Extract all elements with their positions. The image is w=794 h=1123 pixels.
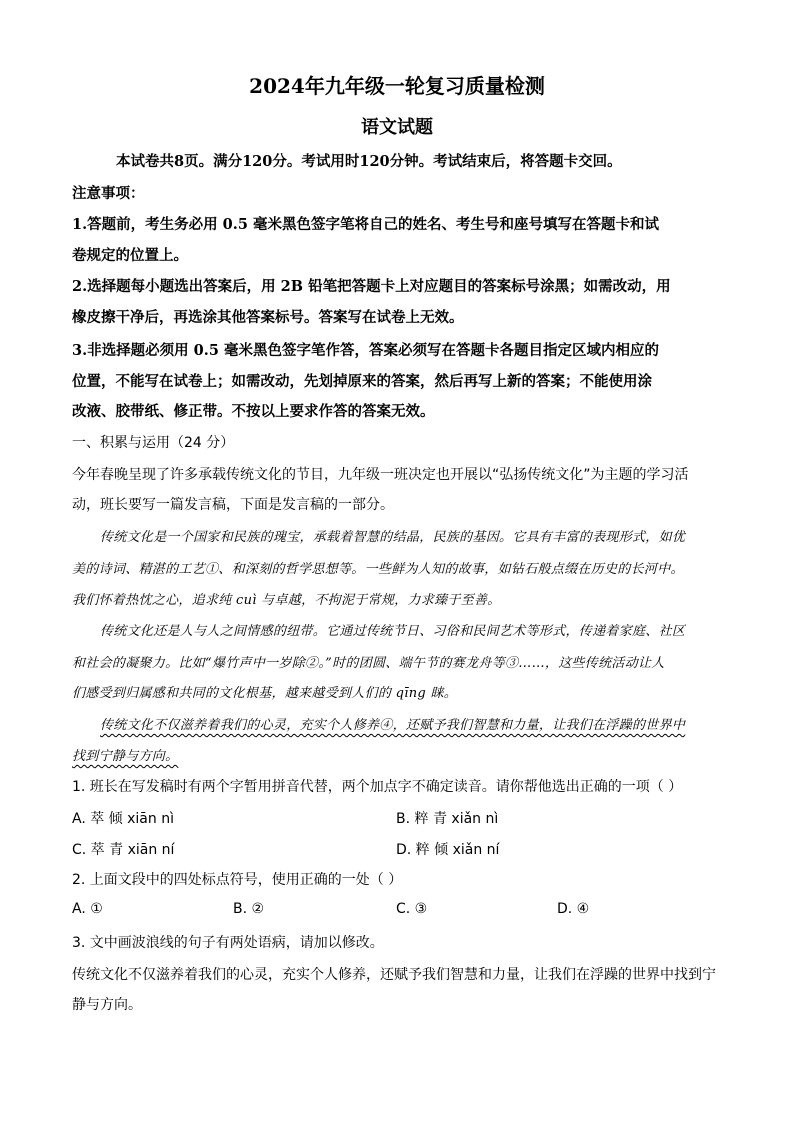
page-subtitle: 语文试题 xyxy=(361,117,433,138)
passage-p1-line-2: 美的诗词、精湛的工艺①、和深刻的哲学思想等。一些鲜为人知的故事，如钻石般点缀在历史的长河中。 xyxy=(72,562,684,577)
page-title: 2024年九年级一轮复习质量检测 xyxy=(249,74,545,98)
section-1-lead-line-2: 动，班长要写一篇发言稿，下面是发言稿的一部分。 xyxy=(72,497,394,513)
passage-p3-wavy-line-2: 找到宁静与方向。 xyxy=(72,749,179,764)
notice-1-line-2: 卷规定的位置上。 xyxy=(72,247,188,264)
question-3-sentence-line-2: 静与方向。 xyxy=(72,997,142,1013)
question-2-option-b[interactable]: B. ② xyxy=(233,901,265,917)
notice-3-line-2: 位置，不能写在试卷上；如需改动，先划掉原来的答案，然后再写上新的答案；不能使用涂 xyxy=(72,373,652,390)
passage-p3-wavy-line-1: 传统文化不仅滋养着我们的心灵，充实个人修养④，还赋予我们智慧和力量，让我们在浮躁的世界中 xyxy=(100,718,686,733)
notice-2-line-2: 橡皮擦干净后，再选涂其他答案标号。答案写在试卷上无效。 xyxy=(72,309,464,326)
question-1-option-b[interactable]: B. 粹 青 xiǎn nì xyxy=(396,811,499,827)
question-3-stem: 3. 文中画波浪线的句子有两处语病，请加以修改。 xyxy=(72,935,384,951)
question-1-stem: 1. 班长在写发稿时有两个字暂用拼音代替，两个加点字不确定读音。请你帮他选出正确的一项（ ） xyxy=(72,779,683,795)
notice-3-line-3: 改液、胶带纸、修正带。不按以上要求作答的答案无效。 xyxy=(72,403,435,420)
notice-heading: 注意事项： xyxy=(72,185,145,202)
question-2-option-d[interactable]: D. ④ xyxy=(557,901,590,917)
question-1-option-c[interactable]: C. 萃 青 xiān ní xyxy=(72,842,175,858)
passage-p1-line-3: 我们怀着热忱之心，追求纯 cuì 与卓越，不拘泥于常规，力求臻于至善。 xyxy=(72,593,501,608)
exam-summary: 本试卷共8页。满分120分。考试用时120分钟。考试结束后，将答题卡交回。 xyxy=(116,153,622,170)
section-1-lead-line-1: 今年春晚呈现了许多承载传统文化的节目，九年级一班决定也开展以“弘扬传统文化”为主题的学习活 xyxy=(72,467,689,483)
question-3-sentence-line-1: 传统文化不仅滋养着我们的心灵，充实个人修养，还赋予我们智慧和力量，让我们在浮躁的世界中找到宁 xyxy=(72,967,716,983)
passage-p2-line-3: 们感受到归属感和共同的文化根基，越来越受到人们的 qīng 睐。 xyxy=(72,686,458,701)
question-2-stem: 2. 上面文段中的四处标点符号，使用正确的一处（ ） xyxy=(72,872,403,888)
notice-1-line-1: 1.答题前，考生务必用 0.5 毫米黑色签字笔将自己的姓名、考生号和座号填写在答题卡和试 xyxy=(72,216,659,233)
passage-p1-line-1: 传统文化是一个国家和民族的瑰宝，承载着智慧的结晶，民族的基因。它具有丰富的表现形式，如优 xyxy=(100,530,686,545)
notice-3-line-1: 3.非选择题必须用 0.5 毫米黑色签字笔作答，答案必须写在答题卡各题目指定区域内相应的 xyxy=(72,342,659,359)
notice-2-line-1: 2.选择题每小题选出答案后，用 2B 铅笔把答题卡上对应题目的答案标号涂黑；如需改动，用 xyxy=(72,278,671,295)
section-1-heading: 一、积累与运用（24 分） xyxy=(72,435,235,451)
question-1-option-d[interactable]: D. 粹 倾 xiǎn ní xyxy=(396,842,500,858)
question-2-option-c[interactable]: C. ③ xyxy=(396,901,428,917)
question-1-option-a[interactable]: A. 萃 倾 xiān nì xyxy=(72,811,174,827)
passage-p2-line-2: 和社会的凝聚力。比如“爆竹声中一岁除②。”时的团圆、端午节的赛龙舟等③……，这些传统活动让人 xyxy=(72,656,665,671)
passage-p2-line-1: 传统文化还是人与人之间情感的纽带。它通过传统节日、习俗和民间艺术等形式，传递着家庭、社区 xyxy=(100,624,686,639)
question-2-option-a[interactable]: A. ① xyxy=(72,901,103,917)
